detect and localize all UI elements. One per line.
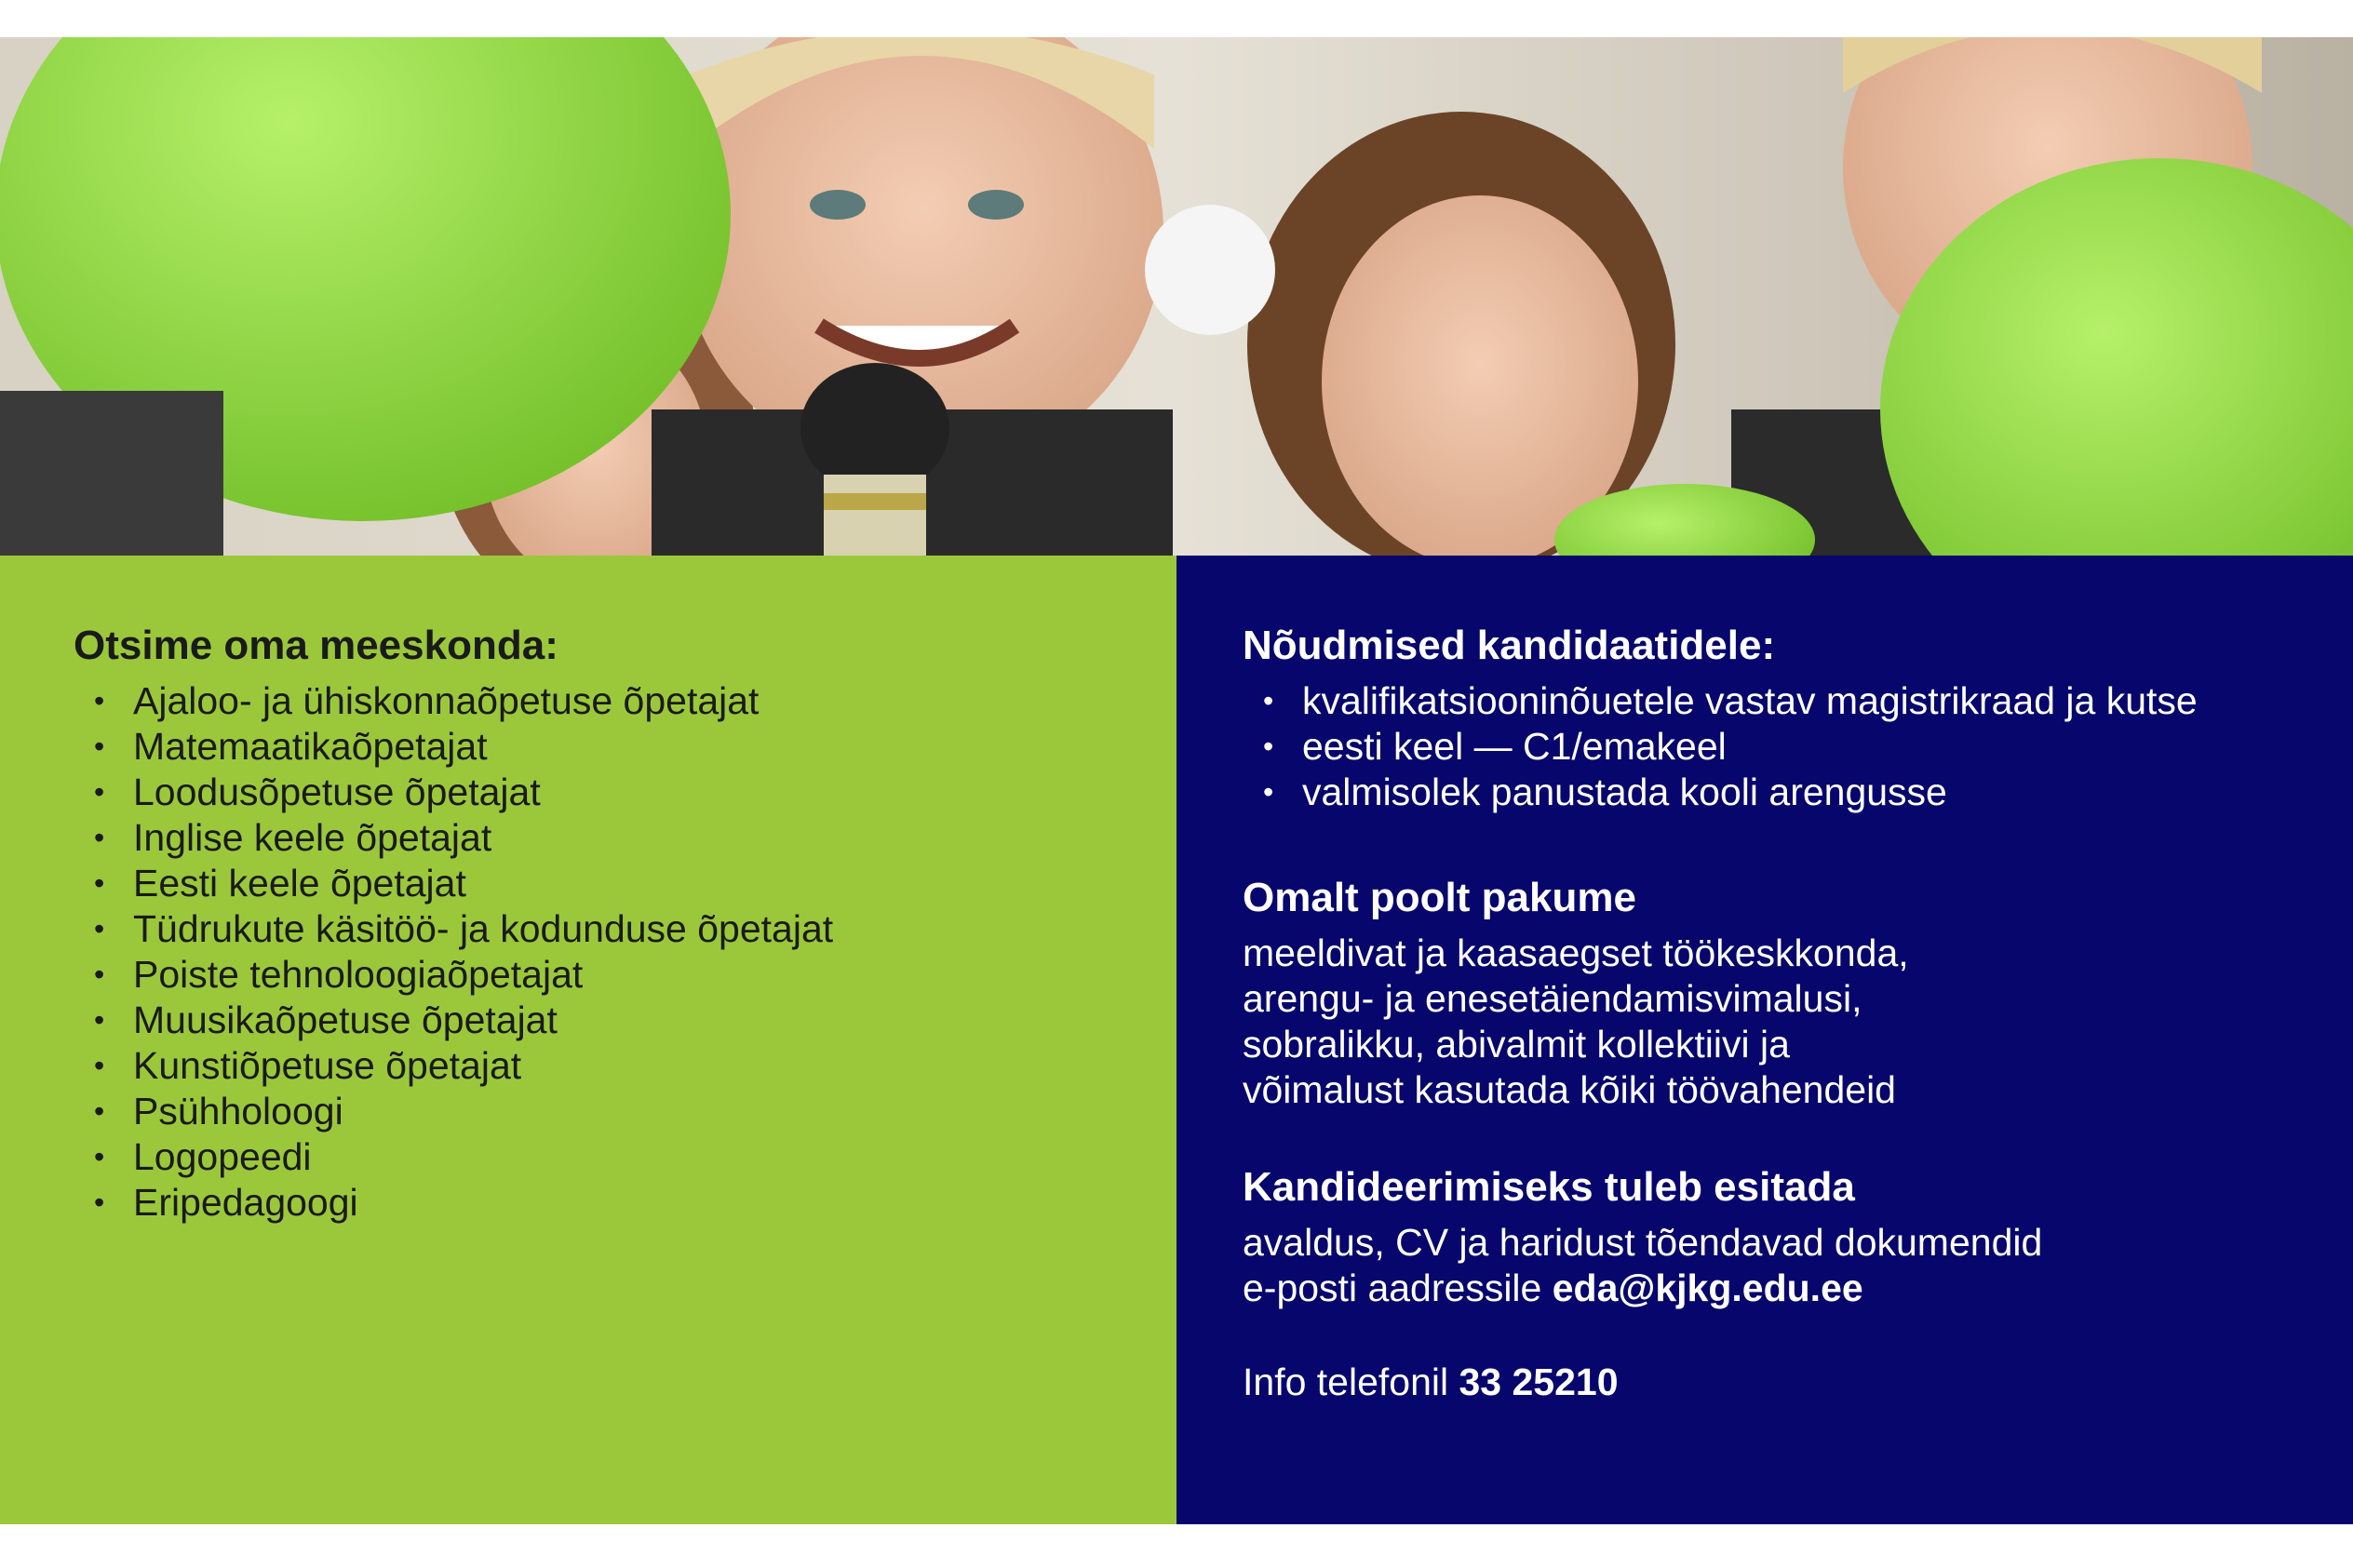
- phone-prefix: Info telefonil: [1243, 1360, 1459, 1403]
- list-item: • eesti keel — C1/emakeel: [1263, 724, 2316, 770]
- list-item: • Logopeedi: [94, 1134, 1139, 1180]
- list-item: • Psühholoogi: [94, 1089, 1139, 1134]
- requirements-heading: Nõudmised kandidaatidele:: [1243, 623, 1776, 668]
- apply-documents-text: avaldus, CV ja haridust tõendavad dokumendid: [1243, 1221, 2043, 1264]
- list-item: • Matemaatikaõpetajat: [94, 724, 1139, 770]
- offer-line: võimalust kasutada kõiki töövahendeid: [1243, 1068, 1896, 1111]
- header-photo: [0, 37, 2353, 556]
- list-item: • Ajaloo- ja ühiskonnaõpetuse õpetajat: [94, 678, 1139, 724]
- offer-line: sobralikku, abivalmit kollektiivi ja: [1243, 1023, 1790, 1065]
- requirements-panel: [1176, 556, 2353, 1524]
- openings-list: [74, 678, 1139, 1226]
- email-prefix: e-posti aadressile: [1243, 1266, 1553, 1309]
- phone-number: 33 25210: [1459, 1360, 1619, 1403]
- children-photo-illustration: [0, 37, 2353, 556]
- apply-heading: Kandideerimiseks tuleb esitada: [1243, 1164, 1855, 1210]
- list-item: • kvalifikatsiooninõuetele vastav magistrikraad ja kutse: [1263, 678, 2316, 724]
- list-item: • Muusikaõpetuse õpetajat: [94, 998, 1139, 1043]
- list-item: • Poiste tehnoloogiaõpetajat: [94, 952, 1139, 998]
- offer-line: meeldivat ja kaasaegset töökeskkonda,: [1243, 931, 1909, 974]
- list-item: • Eripedagoogi: [94, 1180, 1139, 1226]
- offer-heading: Omalt poolt pakume: [1243, 875, 1636, 920]
- phone-line: [1243, 1360, 2316, 1405]
- requirements-list: [1243, 678, 2316, 815]
- list-item: • Kunstiõpetuse õpetajat: [94, 1043, 1139, 1089]
- list-item: • Tüdrukute käsitöö- ja kodunduse õpetajat: [94, 906, 1139, 952]
- list-item: • Inglise keele õpetajat: [94, 815, 1139, 861]
- openings-heading: Otsime oma meeskonda:: [74, 623, 558, 668]
- list-item: • Eesti keele õpetajat: [94, 861, 1139, 906]
- microphone-icon: [800, 363, 949, 493]
- job-openings-panel: [0, 556, 1176, 1524]
- list-item: • Loodusõpetuse õpetajat: [94, 770, 1139, 815]
- offer-line: arengu- ja enesetäiendamisvimalusi,: [1243, 977, 1862, 1020]
- email-link[interactable]: eda@kjkg.edu.ee: [1552, 1266, 1863, 1309]
- apply-email-line: [1243, 1266, 2316, 1311]
- list-item: • valmisolek panustada kooli arengusse: [1263, 770, 2316, 815]
